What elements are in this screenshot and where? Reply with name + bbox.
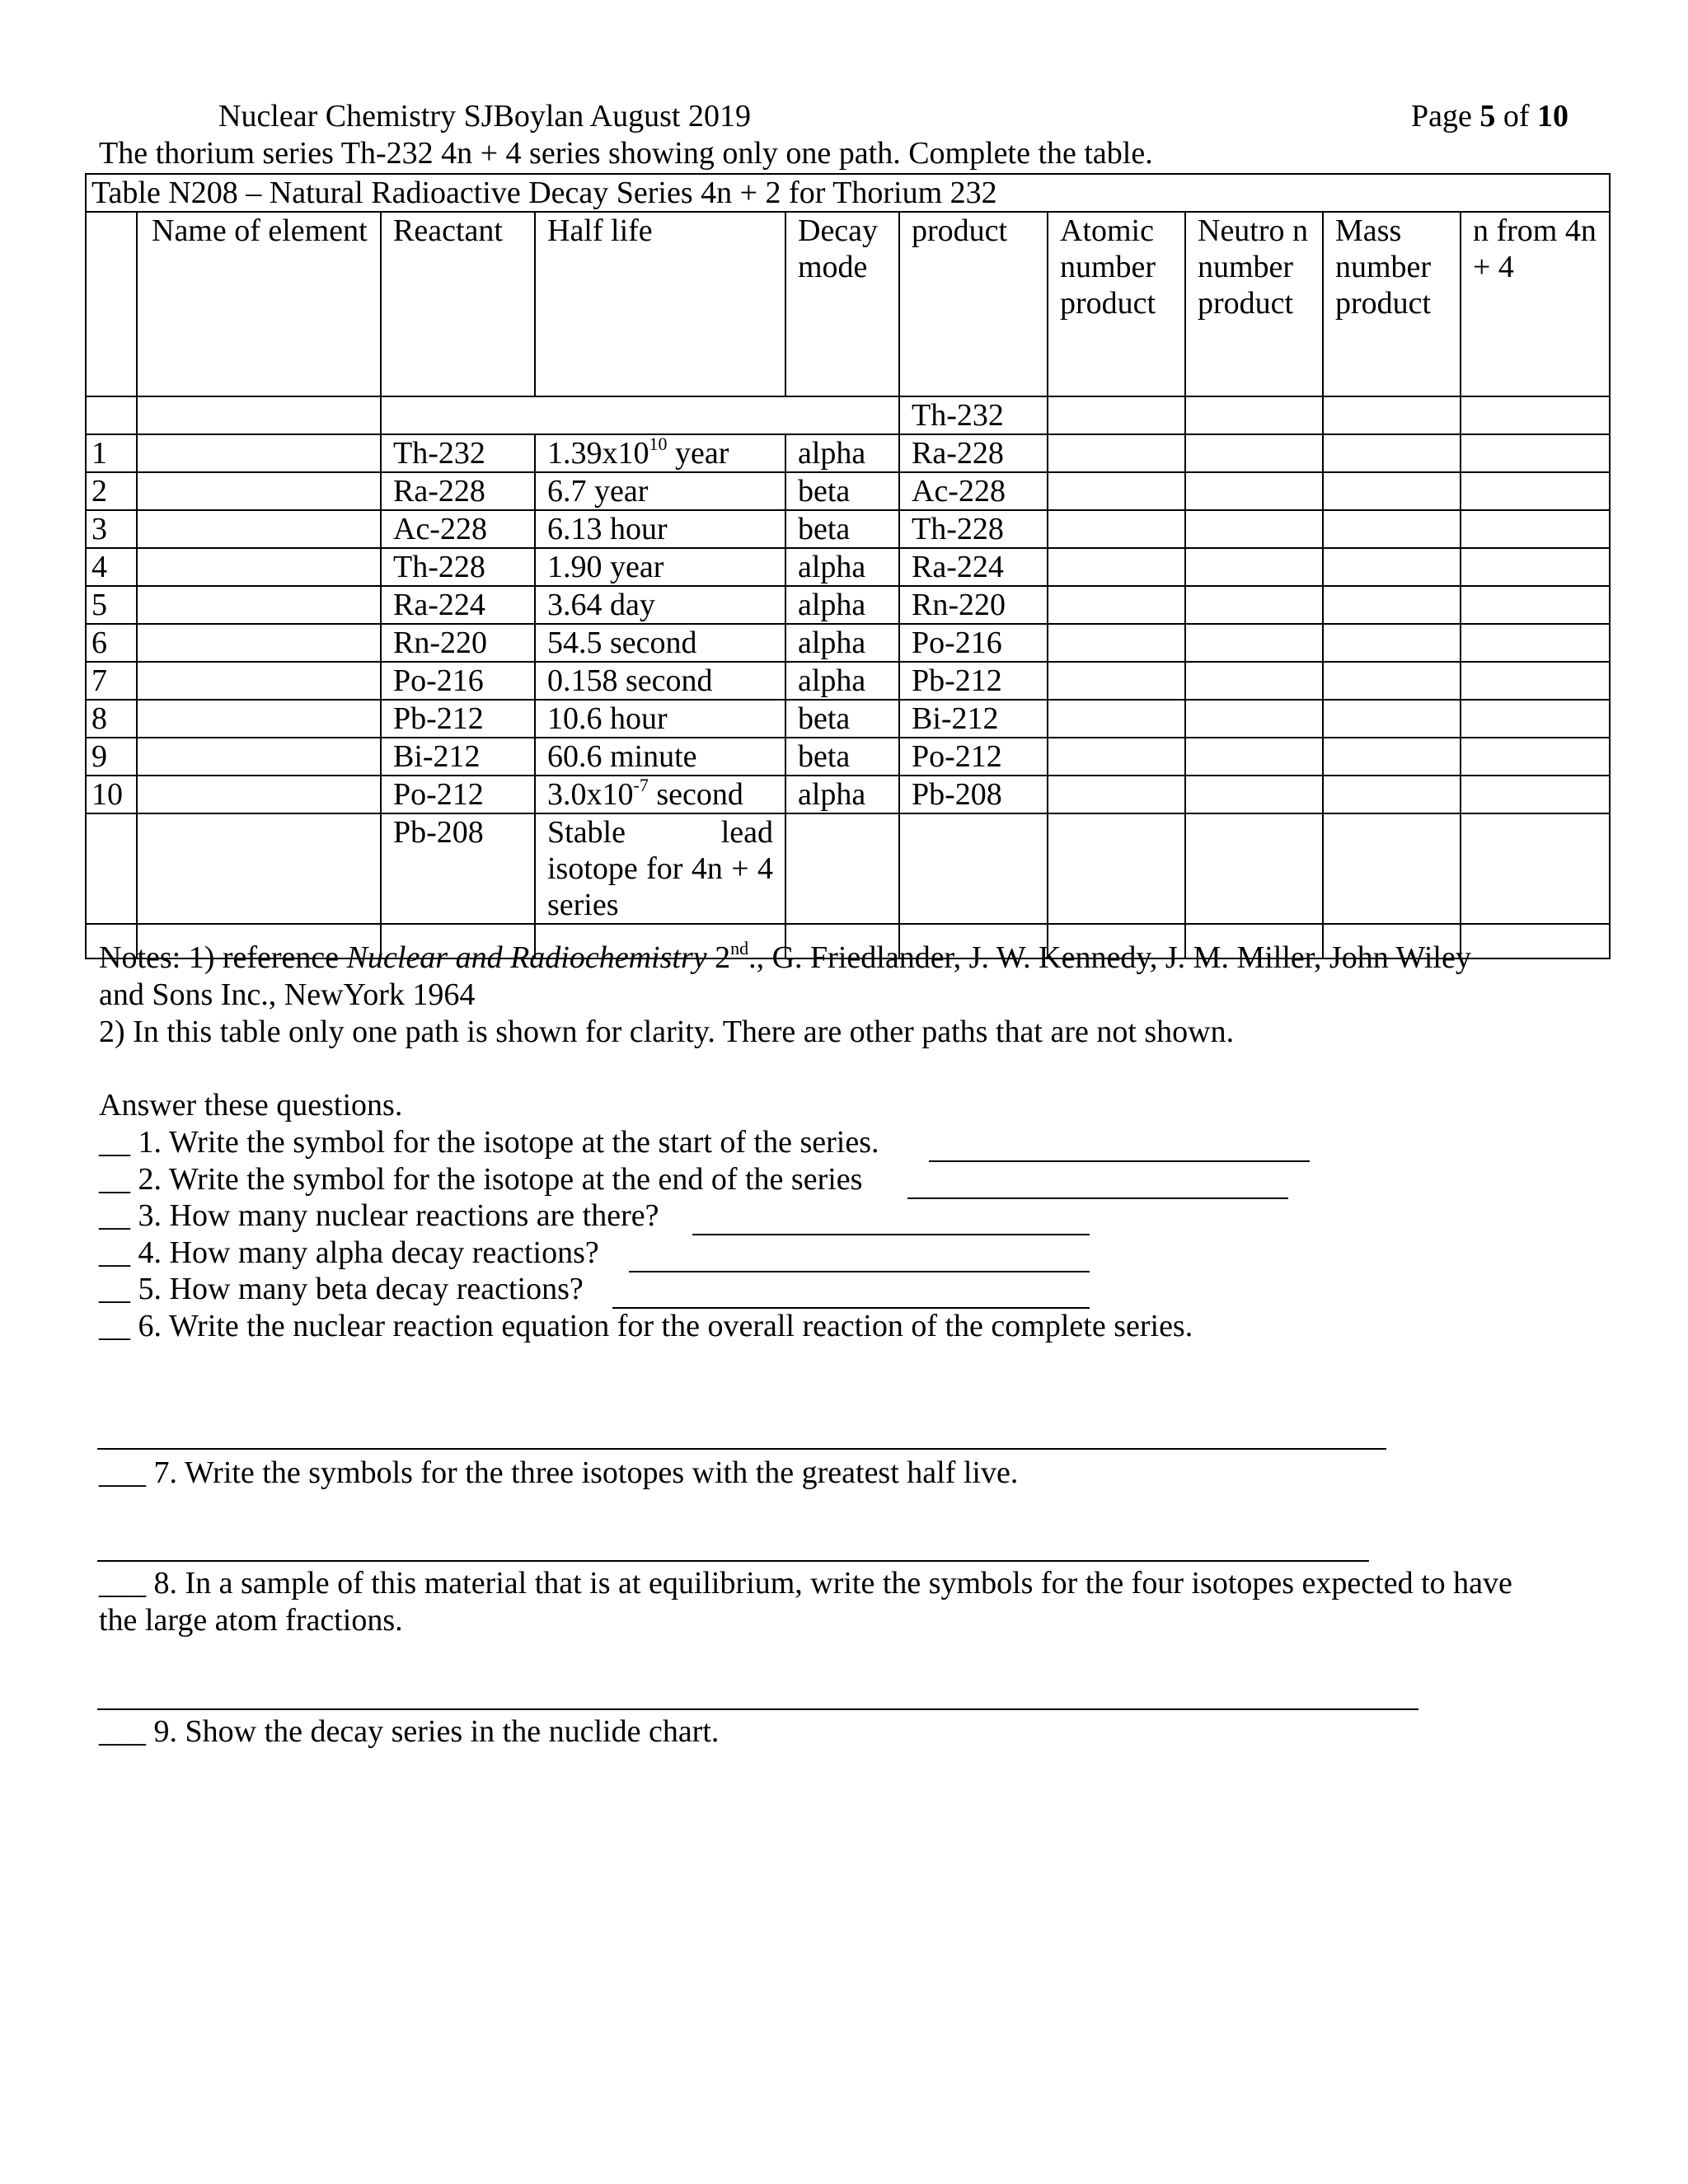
cell-reactant: Th-228 [381,548,535,586]
table-row [86,662,1610,700]
question-1: __ 1. Write the symbol for the isotope at the start of the series. [99,1125,879,1160]
cell-product: Po-216 [899,624,1048,662]
header-product: product [899,212,1048,396]
cell-mass-input[interactable] [1323,624,1461,662]
answer-line-3[interactable] [692,1234,1090,1235]
cell-name-input[interactable] [137,662,381,700]
cell-decay-mode: beta [785,472,899,510]
table-row [86,548,1610,586]
cell-product: Pb-208 [899,776,1048,813]
cell-reactant: Po-212 [381,776,535,813]
half-life-value: 54.5 second [547,626,697,660]
page-total: 10 [1537,99,1569,134]
half-life-unit: year [667,436,729,471]
cell-product: Ac-228 [899,472,1048,510]
cell-n-input[interactable] [1461,396,1610,434]
cell-n-input[interactable] [1461,510,1610,548]
answer-line-2[interactable] [907,1197,1288,1199]
cell-half-life [535,472,785,510]
cell-start-product: Th-232 [899,396,1048,434]
cell-row-number: 4 [86,548,137,586]
cell-mass-input[interactable] [1323,662,1461,700]
cell-neutron-input[interactable] [1185,624,1323,662]
cell-row-number: 7 [86,662,137,700]
cell-decay-mode: beta [785,510,899,548]
cell-product: Th-228 [899,510,1048,548]
cell-neutron-input[interactable] [1185,472,1323,510]
table-row [86,624,1610,662]
cell-name-input[interactable] [137,624,381,662]
page-header-title: Nuclear Chemistry SJBoylan August 2019 [218,99,751,134]
cell-name-input[interactable] [137,700,381,738]
cell-reactant: Ra-224 [381,586,535,624]
half-life-unit: second [648,777,743,812]
cell-name-input[interactable] [137,510,381,548]
cell-decay-mode: alpha [785,776,899,813]
cell-row-number: 5 [86,586,137,624]
cell-atomic-input[interactable] [1048,510,1185,548]
page-of: of [1495,99,1538,134]
cell-n-input[interactable] [1461,738,1610,776]
cell-atomic-input[interactable] [1048,662,1185,700]
cell-name-input[interactable] [137,472,381,510]
cell-blank [899,813,1048,924]
cell-mass-input[interactable] [1323,548,1461,586]
header-reactant: Reactant [381,212,535,396]
cell-mass-input[interactable] [1323,776,1461,813]
header-atomic-number: Atomic number product [1048,212,1185,396]
question-9: ___ 9. Show the decay series in the nuclide chart. [99,1714,720,1749]
cell-product: Ra-228 [899,434,1048,472]
cell-mass-input[interactable] [1323,434,1461,472]
cell-mass-input[interactable] [1323,586,1461,624]
cell-n-input[interactable] [1461,586,1610,624]
half-life-value: 3.0x10 [547,777,634,812]
header-decay-mode: Decay mode [785,212,899,396]
question-5: __ 5. How many beta decay reactions? [99,1272,584,1306]
cell-n-input[interactable] [1461,472,1610,510]
half-life-exponent: -7 [633,776,649,795]
cell-decay-mode: alpha [785,434,899,472]
question-2: __ 2. Write the symbol for the isotope at the end of the series [99,1162,863,1197]
cell-decay-mode: beta [785,700,899,738]
cell-atomic-input[interactable] [1048,813,1185,924]
table-row [86,738,1610,776]
cell-reactant: Th-232 [381,434,535,472]
cell-reactant: Bi-212 [381,738,535,776]
cell-neutron-input[interactable] [1185,586,1323,624]
cell-atomic-input[interactable] [1048,738,1185,776]
cell-mass-input[interactable] [1323,813,1461,924]
cell-half-life [535,434,785,472]
half-life-value: 10.6 hour [547,701,668,736]
cell-name-input[interactable] [137,813,381,924]
header-neutron-number: Neutro n number product [1185,212,1323,396]
cell-neutron-input[interactable] [1185,776,1323,813]
cell-neutron-input[interactable] [1185,813,1323,924]
question-7: ___ 7. Write the symbols for the three isotopes with the greatest half live. [99,1455,1019,1490]
cell-decay-mode: beta [785,738,899,776]
cell-half-life [535,510,785,548]
table-row [86,776,1610,813]
half-life-value: 3.64 day [547,588,655,622]
page-number [1411,98,1568,135]
cell-decay-mode: alpha [785,586,899,624]
cell-row-number: 10 [86,776,137,813]
cell-neutron-input[interactable] [1185,700,1323,738]
half-life-value: 1.39x10 [547,436,649,471]
cell-product: Ra-224 [899,548,1048,586]
cell-half-life [535,548,785,586]
cell-mass-input[interactable] [1323,700,1461,738]
cell-n-input[interactable] [1461,776,1610,813]
notes-book-title: Nuclear and Radiochemistry [346,940,707,975]
cell-product: Pb-212 [899,662,1048,700]
table-row [86,586,1610,624]
table-row [86,472,1610,510]
question-3: __ 3. How many nuclear reactions are there? [99,1198,659,1233]
half-life-value: 6.13 hour [547,512,668,546]
cell-n-input[interactable] [1461,624,1610,662]
cell-name-input[interactable] [137,776,381,813]
table-start-row [86,396,1610,434]
cell-half-life [535,586,785,624]
table-caption: Table N208 – Natural Radioactive Decay Series 4n + 2 for Thorium 232 [86,174,1610,212]
cell-row-number: 2 [86,472,137,510]
intro-text: The thorium series Th-232 4n + 4 series showing only one path. Complete the table. [99,136,1153,171]
cell-row-number: 9 [86,738,137,776]
cell-half-life [535,662,785,700]
cell-reactant: Rn-220 [381,624,535,662]
half-life-value: 0.158 second [547,663,713,698]
cell-product: Rn-220 [899,586,1048,624]
cell-half-life [535,738,785,776]
table-row [86,510,1610,548]
cell-n-input[interactable] [1461,548,1610,586]
notes-superscript: nd [730,938,749,958]
cell-atomic-input[interactable] [1048,586,1185,624]
cell-row-number: 1 [86,434,137,472]
half-life-value: 60.6 minute [547,739,697,774]
cell-atomic-input[interactable] [1048,624,1185,662]
question-6: __ 6. Write the nuclear reaction equation for the overall reaction of the complete series. [99,1309,1193,1343]
question-8-line-1: ___ 8. In a sample of this material that is at equilibrium, write the symbols for the four isotopes expected to have [99,1566,1512,1601]
cell-name-input[interactable] [137,586,381,624]
cell-name-input[interactable] [137,548,381,586]
notes-text: ., G. Friedlander, J. W. Kennedy, J. M. Miller, John Wiley [748,940,1471,975]
table-row [86,700,1610,738]
cell-mass-input[interactable] [1323,396,1461,434]
cell-mass-input[interactable] [1323,510,1461,548]
cell-blank [86,396,137,434]
cell-name-input[interactable] [137,738,381,776]
cell-name-input[interactable] [137,434,381,472]
header-half-life: Half life [535,212,785,396]
cell-half-life [535,700,785,738]
cell-blank [86,813,137,924]
cell-atomic-input[interactable] [1048,700,1185,738]
cell-decay-mode: alpha [785,548,899,586]
cell-n-input[interactable] [1461,662,1610,700]
notes-line-3: 2) In this table only one path is shown for clarity. There are other paths that are not shown. [99,1015,1235,1049]
cell-row-number: 6 [86,624,137,662]
half-life-value: 6.7 year [547,474,649,509]
cell-atomic-input[interactable] [1048,548,1185,586]
cell-neutron-input[interactable] [1185,548,1323,586]
cell-mass-input[interactable] [1323,472,1461,510]
answer-line-8[interactable] [97,1708,1418,1710]
cell-blank [381,396,899,434]
answer-line-6[interactable] [97,1448,1386,1450]
header-num [86,212,137,396]
cell-product: Po-212 [899,738,1048,776]
cell-atomic-input[interactable] [1048,776,1185,813]
cell-decay-mode: alpha [785,662,899,700]
cell-neutron-input[interactable] [1185,662,1323,700]
cell-n-input[interactable] [1461,700,1610,738]
page-prefix: Page [1411,99,1480,134]
cell-reactant: Pb-212 [381,700,535,738]
table-header-row [86,212,1610,396]
notes-line-2: and Sons Inc., NewYork 1964 [99,977,476,1012]
question-4: __ 4. How many alpha decay reactions? [99,1235,599,1270]
cell-decay-mode: alpha [785,624,899,662]
cell-final-half-life: Stable lead isotope for 4n + 4 series [535,813,785,924]
notes-text: 2 [706,940,731,975]
cell-atomic-input[interactable] [1048,434,1185,472]
notes-text: Notes: 1) reference [99,940,347,975]
cell-neutron-input[interactable] [1185,738,1323,776]
cell-row-number: 8 [86,700,137,738]
table-final-row [86,813,1610,924]
notes-line-1 [99,940,1591,977]
cell-reactant: Po-216 [381,662,535,700]
cell-reactant: Ra-228 [381,472,535,510]
cell-n-input[interactable] [1461,434,1610,472]
question-8-line-2: the large atom fractions. [99,1603,403,1638]
cell-neutron-input[interactable] [1185,510,1323,548]
cell-atomic-input[interactable] [1048,396,1185,434]
table-row [86,434,1610,472]
cell-neutron-input[interactable] [1185,434,1323,472]
questions-intro: Answer these questions. [99,1088,403,1122]
half-life-exponent: 10 [649,434,668,454]
header-name: Name of element [137,212,381,396]
header-mass-number: Mass number product [1323,212,1461,396]
cell-row-number: 3 [86,510,137,548]
answer-line-1[interactable] [929,1160,1310,1162]
cell-atomic-input[interactable] [1048,472,1185,510]
half-life-value: 1.90 year [547,550,664,584]
header-n-from: n from 4n + 4 [1461,212,1610,396]
cell-blank [137,396,381,434]
cell-half-life [535,776,785,813]
decay-series-table [85,173,1611,959]
page-current: 5 [1479,99,1496,134]
cell-final-reactant: Pb-208 [381,813,535,924]
cell-neutron-input[interactable] [1185,396,1323,434]
cell-blank [785,813,899,924]
cell-half-life [535,624,785,662]
cell-reactant: Ac-228 [381,510,535,548]
cell-mass-input[interactable] [1323,738,1461,776]
answer-line-7[interactable] [97,1560,1369,1562]
answer-line-4[interactable] [629,1271,1090,1272]
cell-product: Bi-212 [899,700,1048,738]
cell-n-input[interactable] [1461,813,1610,924]
